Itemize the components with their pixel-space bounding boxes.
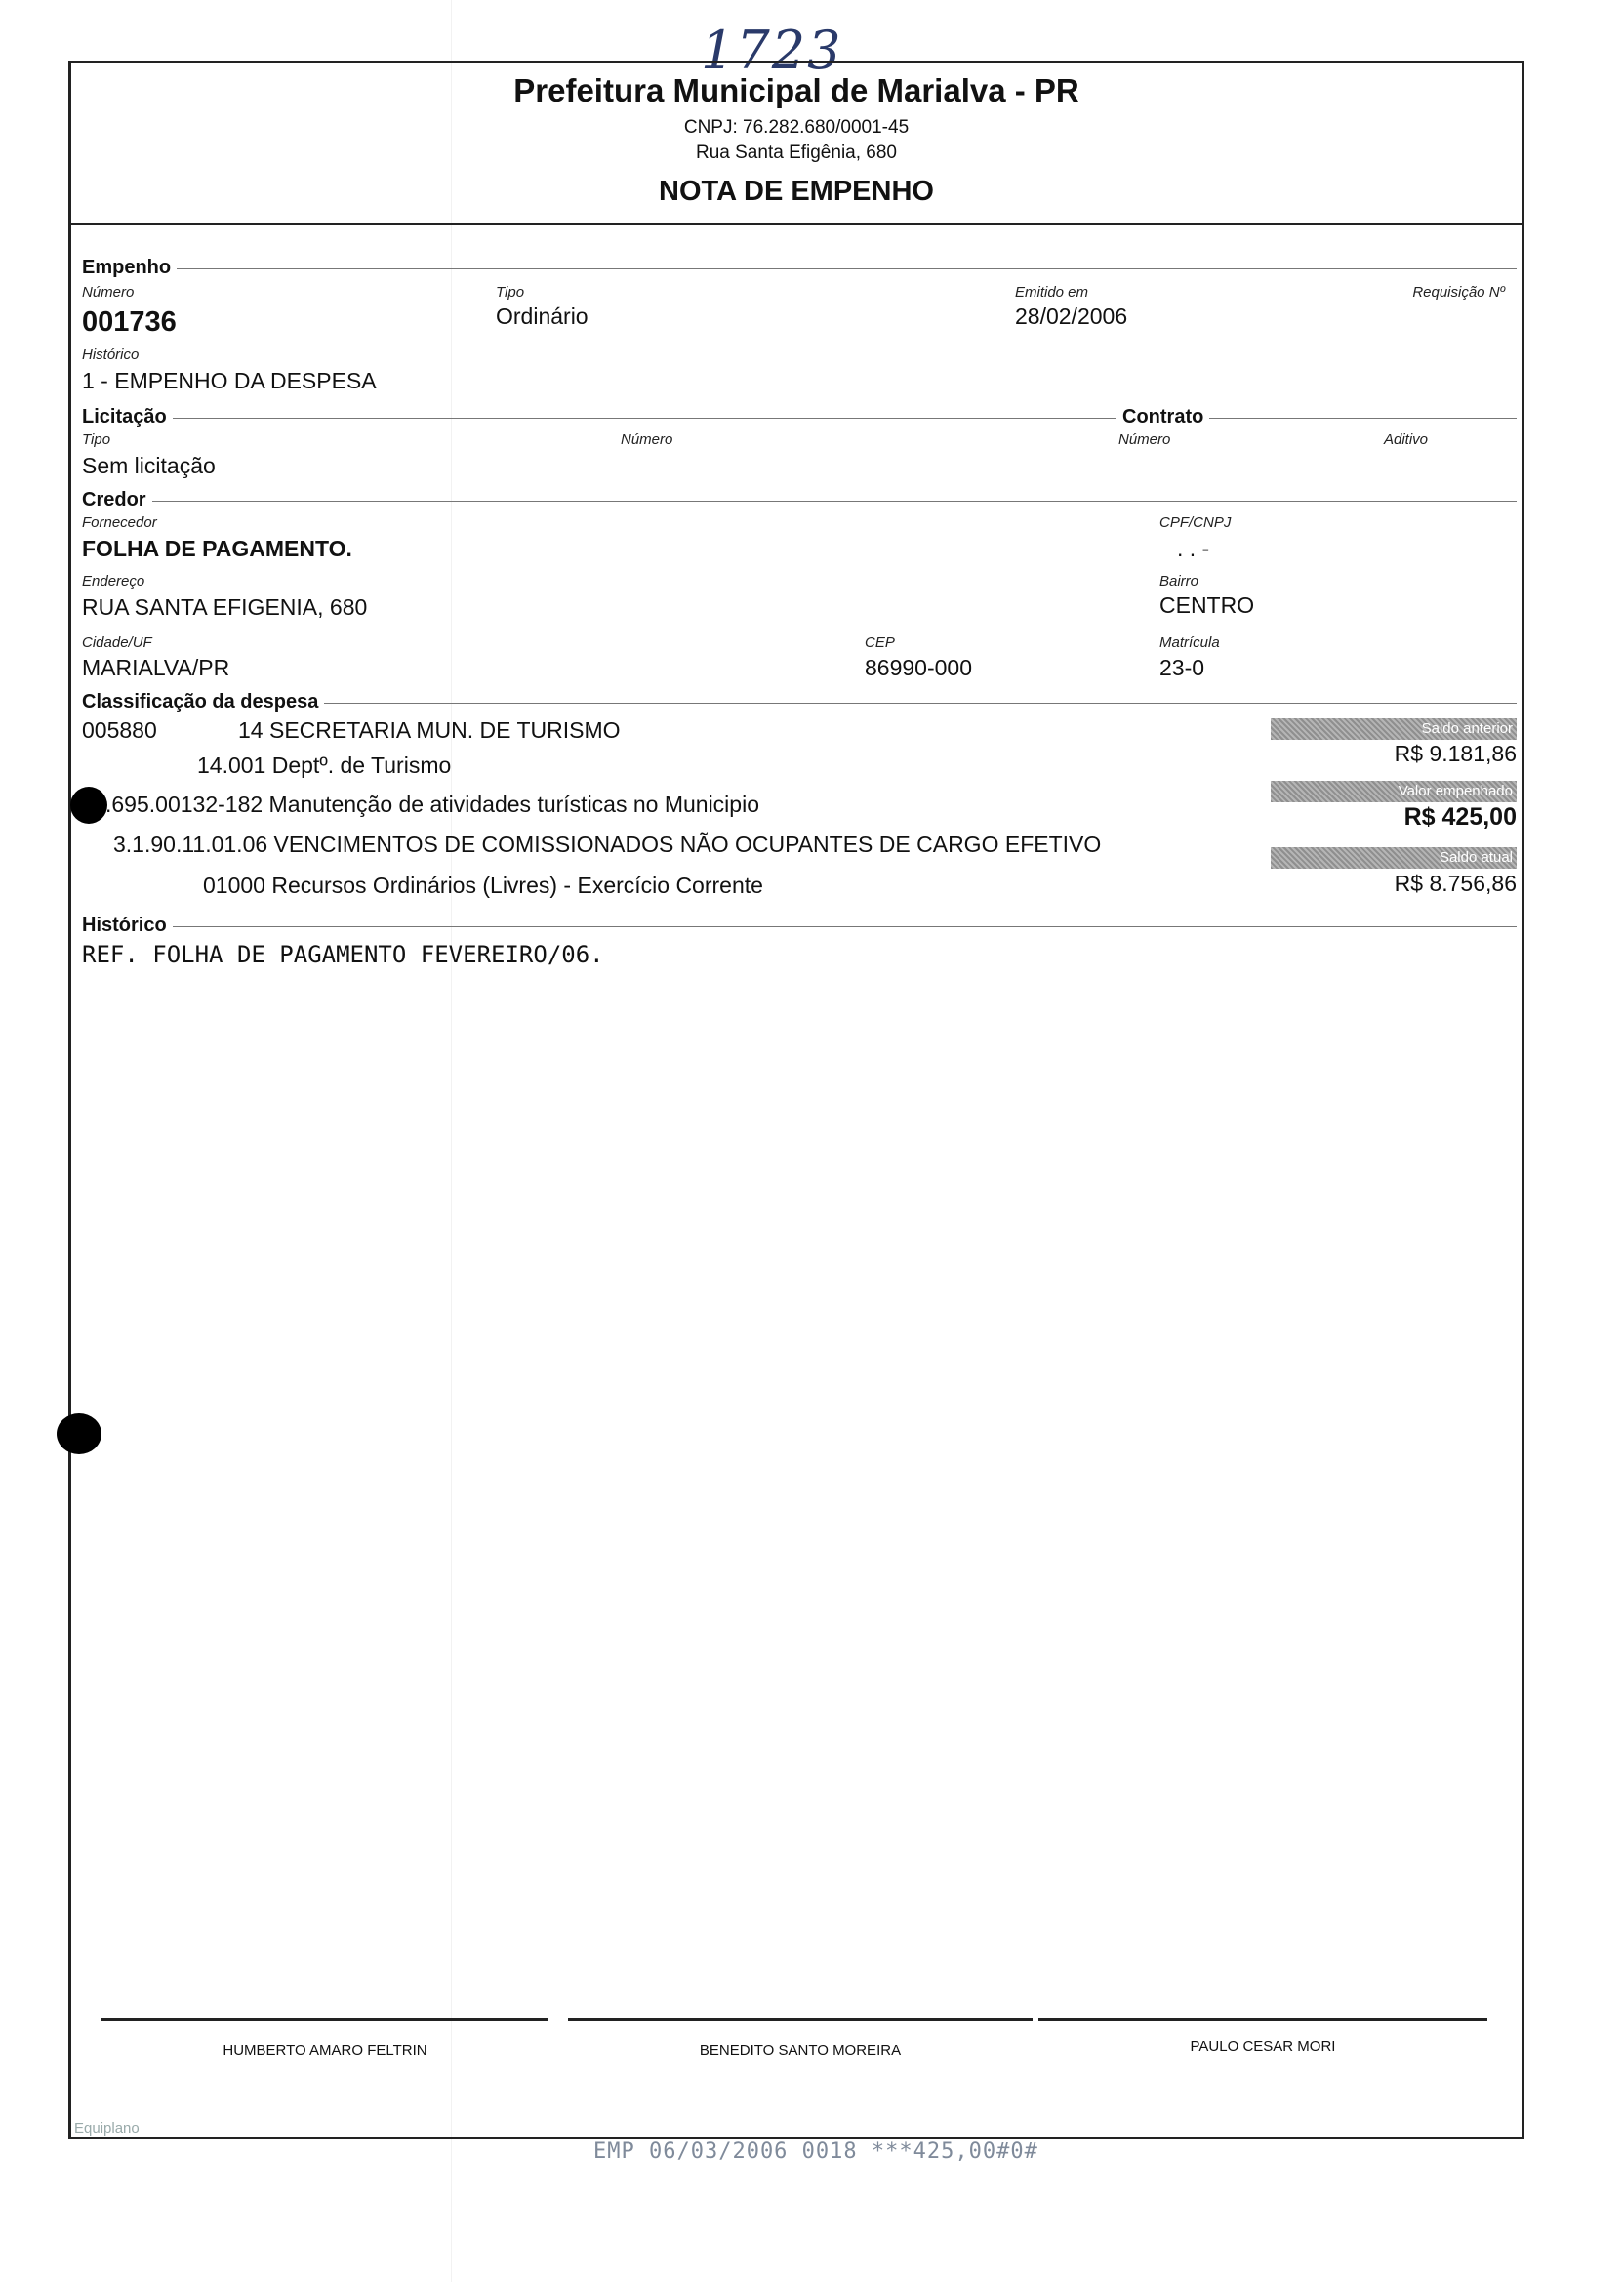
section-contrato: Contrato — [1116, 406, 1209, 428]
licitacao-numero-label: Número — [621, 431, 673, 448]
bairro-label: Bairro — [1159, 573, 1199, 590]
section-empenho: Empenho — [82, 257, 177, 279]
classificacao-atividade: .695.00132-182 Manutenção de atividades turísticas no Municipio — [105, 792, 759, 817]
endereco-value: RUA SANTA EFIGENIA, 680 — [82, 594, 368, 620]
classificacao-recurso: 01000 Recursos Ordinários (Livres) - Exercício Corrente — [203, 873, 763, 898]
cep-value: 86990-000 — [865, 655, 972, 680]
section-historico: Histórico — [82, 915, 173, 937]
empenho-numero: 001736 — [82, 306, 177, 338]
empenho-historico-label: Histórico — [82, 346, 140, 363]
historico-rule — [82, 926, 1517, 927]
requisicao-label: Requisição Nº — [1412, 284, 1505, 301]
classificacao-secretaria: 14 SECRETARIA MUN. DE TURISMO — [238, 717, 621, 743]
handwritten-page-number: 1723 — [701, 20, 843, 81]
saldo-atual-value: R$ 8.756,86 — [1394, 871, 1517, 896]
empenho-rule — [82, 268, 1517, 269]
empenho-numero-label: Número — [82, 284, 135, 301]
saldo-anterior-label: Saldo anterior — [1271, 718, 1517, 740]
matricula-value: 23-0 — [1159, 655, 1205, 680]
historico-text: REF. FOLHA DE PAGAMENTO FEVEREIRO/06. — [82, 941, 604, 968]
equiplano-label: Equiplano — [74, 2120, 140, 2137]
org-address: Rua Santa Efigênia, 680 — [696, 143, 897, 163]
classificacao-code: 005880 — [82, 717, 157, 743]
emitido-date: 28/02/2006 — [1015, 304, 1128, 329]
signature-name-3: PAULO CESAR MORI — [1190, 2038, 1336, 2055]
cidade-value: MARIALVA/PR — [82, 655, 230, 680]
saldo-anterior-value: R$ 9.181,86 — [1394, 741, 1517, 766]
licitacao-tipo-label: Tipo — [82, 431, 111, 448]
section-licitacao: Licitação — [82, 406, 173, 428]
empenho-historico: 1 - EMPENHO DA DESPESA — [82, 368, 377, 393]
licitacao-tipo: Sem licitação — [82, 453, 216, 478]
cep-label: CEP — [865, 634, 895, 651]
cpf-cnpj-label: CPF/CNPJ — [1159, 514, 1232, 531]
signature-name-2: BENEDITO SANTO MOREIRA — [699, 2042, 902, 2058]
empenho-tipo: Ordinário — [496, 304, 589, 329]
endereco-label: Endereço — [82, 573, 145, 590]
signature-line-3 — [1038, 2018, 1487, 2021]
contrato-aditivo-label: Aditivo — [1384, 431, 1429, 448]
empenho-tipo-label: Tipo — [496, 284, 525, 301]
header-divider — [68, 223, 1524, 225]
licitacao-rule — [82, 418, 1517, 419]
org-name: Prefeitura Municipal de Marialva - PR — [513, 72, 1079, 108]
classificacao-departamento: 14.001 Deptº. de Turismo — [197, 753, 452, 778]
signature-name-1: HUMBERTO AMARO FELTRIN — [223, 2042, 427, 2058]
document-title: NOTA DE EMPENHO — [659, 176, 934, 207]
section-classificacao: Classificação da despesa — [82, 691, 324, 713]
punch-hole-mark — [70, 787, 107, 824]
fornecedor-label: Fornecedor — [82, 514, 157, 531]
print-stamp: EMP 06/03/2006 0018 ***425,00#0# — [593, 2139, 1038, 2164]
valor-empenhado-value: R$ 425,00 — [1403, 803, 1517, 831]
valor-empenhado-label: Valor empenhado — [1271, 781, 1517, 802]
cidade-label: Cidade/UF — [82, 634, 152, 651]
fornecedor-value: FOLHA DE PAGAMENTO. — [82, 536, 352, 561]
signature-line-2 — [568, 2018, 1033, 2021]
classificacao-elemento: 3.1.90.11.01.06 VENCIMENTOS DE COMISSIONADOS NÃO OCUPANTES DE CARGO EFETIVO — [113, 832, 1102, 857]
signature-line-1 — [102, 2018, 548, 2021]
credor-rule — [82, 501, 1517, 502]
matricula-label: Matrícula — [1159, 634, 1220, 651]
saldo-atual-label: Saldo atual — [1271, 847, 1517, 869]
section-credor: Credor — [82, 489, 152, 511]
cpf-cnpj-value: . . - — [1177, 536, 1210, 561]
emitido-label: Emitido em — [1015, 284, 1089, 301]
contrato-numero-label: Número — [1118, 431, 1171, 448]
punch-hole-mark-lower — [57, 1413, 102, 1454]
org-cnpj: CNPJ: 76.282.680/0001-45 — [683, 117, 910, 138]
bairro-value: CENTRO — [1159, 592, 1255, 618]
